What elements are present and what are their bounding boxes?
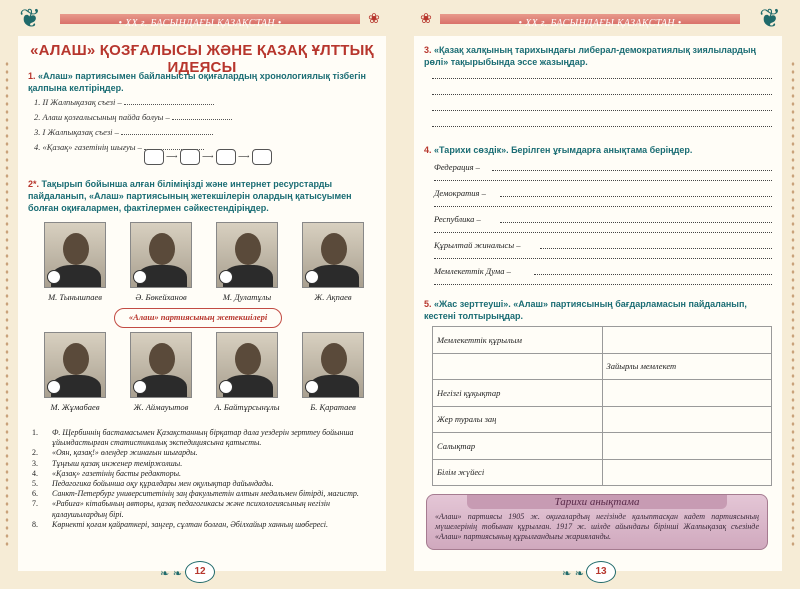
leader-name: М. Тынышпаев [48,292,102,302]
table-cell[interactable] [602,327,772,354]
answer-circle[interactable] [133,380,147,394]
fact-item: 8. Көрнекті қоғам қайраткері, заңгер, сұлтан болған, Әбілхайыр ханның шөбересі. [32,519,328,529]
event-4: 4. «Қазақ» газетінің шығуы – [34,142,204,152]
table-row-label: Білім жүйесі [433,459,603,486]
answer-line[interactable] [540,248,772,249]
fact-item: 4. «Қазақ» газетінің басты редакторы. [32,468,182,478]
answer-line[interactable] [432,94,772,95]
sequence-box[interactable] [180,149,200,165]
task-5: 5. «Жас зерттеуші». «Алаш» партиясының бағдарламасын пайдаланып, кестені толтырыңдар. [424,299,747,321]
answer-circle[interactable] [305,380,319,394]
answer-line[interactable] [434,206,772,207]
sequence-box[interactable] [216,149,236,165]
term-label: Құрылтай жиналысы – [434,240,521,250]
term-label: Демократия – [434,188,486,198]
leader-name: Б. Қаратаев [310,402,356,412]
right-header [400,8,800,28]
event-3: 3. І Жалпықазақ съезі – [34,127,213,137]
answer-line[interactable] [434,258,772,259]
task-2: 2*. Тақырып бойынша алған біліміңізді және интернет ресурстарды пайдаланып, «Алаш» партиясының жетекшілерін олардың қатысуымен болған оқиғалармен, фактілермен сәйкестендіріңдер. [28,179,352,213]
ornament-icon: ❦ [19,4,41,34]
historical-note [426,494,768,550]
fact-item: 5. Педагогика бойынша оқу құралдары мен оқулықтар дайындады. [32,479,274,489]
answer-line[interactable] [492,170,772,171]
answer-line[interactable] [434,284,772,285]
answer-circle[interactable] [219,270,233,284]
leader-name: Ж. Аймауытов [133,402,189,412]
portrait-photo [302,332,364,398]
answer-circle[interactable] [219,380,233,394]
leader-name: А. Байтұрсынұлы [214,402,280,412]
term-label: Федерация – [434,162,480,172]
answer-line[interactable] [432,126,772,127]
task-4: 4. «Тарихи сөздік». Берілген ұғымдарға анықтама беріңдер. [424,145,693,155]
table-cell[interactable] [602,406,772,433]
term-label: Мемлекеттік Дума – [434,266,511,276]
leader-name: Ж. Ақпаев [314,292,352,302]
answer-line[interactable] [432,78,772,79]
note-title: Тарихи анықтама [467,495,727,509]
sequence-box[interactable] [144,149,164,165]
left-content [18,36,386,571]
answer-line[interactable] [434,180,772,181]
portrait-photo [44,332,106,398]
ornament-icon: ❧ ❧ [562,567,584,580]
portrait-photo [44,222,106,288]
answer-line[interactable] [500,196,772,197]
table-row-label: Негізгі құқықтар [433,380,603,407]
answer-line[interactable] [534,274,772,275]
right-content [414,36,782,571]
leader-name: Ә. Бөкейханов [135,292,187,302]
event-1: 1. ІІ Жалпықазақ съезі – [34,97,214,107]
event-2: 2. Алаш қозғалысының пайда болуы – [34,112,232,122]
leaders-caption: «Алаш» партиясының жетекшілері [114,308,282,328]
table-row-label: Салықтар [433,433,603,460]
fact-item: 1. Ф. Щербиннің бастамасымен Қазақстанның бірқатар дала уездерін зерттеу бойынша ұйымдастырған статистикалық экспедициясына қатысты. [32,428,354,448]
right-border-ornament [790,60,796,549]
task-1: 1. «Алаш» партиясымен байланысты оқиғалардың хронологиялық тізбегін қалпына келтіріңдер. [28,71,366,93]
answer-circle[interactable] [47,380,61,394]
left-header [0,8,400,28]
answer-line[interactable] [500,222,772,223]
page-number: 12 [185,561,215,583]
table-cell[interactable]: Зайырлы мемлекет [602,353,772,380]
page-number: 13 [586,561,616,583]
task-3: 3. «Қазақ халқының тарихындағы либерал-демократиялық зиялылардың рөлі» тақырыбында эссе жазыңдар. [424,45,756,67]
ornament-icon: ❧ ❧ [160,567,182,580]
facts-list [32,428,372,530]
leader-name: М. Дулатұлы [222,292,272,302]
right-header-text: • XX ғ. БАСЫНДАҒЫ ҚАЗАҚСТАН • [518,18,682,29]
right-page [400,0,800,589]
table-row-label [433,353,603,380]
left-header-text: • XX ғ. БАСЫНДАҒЫ ҚАЗАҚСТАН • [118,18,282,29]
portrait-photo [130,332,192,398]
table-cell[interactable] [602,380,772,407]
fact-item: 2. «Оян, қазақ!» өлеңдер жинағын шығарды. [32,448,198,458]
answer-line[interactable] [434,232,772,233]
ornament-icon: ❀ [420,11,432,27]
note-text: «Алаш» партиясы 1905 ж. оқиғалардың негізінде қалыптасқан кадет партиясының мүшелерінің тобынан құрылған. 1917 ж. шілде айындағы бірінші Жалпықазақ съезінде «Алаш» партиясының құрылғандығы жарияланды. [435,512,759,541]
program-table [432,326,772,486]
sequence-box[interactable] [252,149,272,165]
answer-circle[interactable] [47,270,61,284]
ornament-icon: ❦ [759,4,781,34]
arrow-icon: ⟶ [166,152,178,161]
fact-item: 3. Тұңғыш қазақ инженер теміржолшы. [32,458,183,468]
table-cell[interactable] [602,459,772,486]
page-title: «АЛАШ» ҚОЗҒАЛЫСЫ ЖӘНЕ ҚАЗАҚ ҰЛТТЫҚ ИДЕЯСЫ [30,42,374,76]
fact-item: 6. Санкт-Петербург университетінің заң факультетін алтын медальмен бітірді, магистр. [32,489,359,499]
table-row-label: Жер туралы заң [433,406,603,433]
portrait-photo [130,222,192,288]
portrait-photo [302,222,364,288]
answer-line[interactable] [432,110,772,111]
portrait-photo [216,222,278,288]
ornament-icon: ❀ [368,11,380,27]
arrow-icon: ⟶ [202,152,214,161]
answer-circle[interactable] [133,270,147,284]
leader-name: М. Жұмабаев [50,402,100,412]
left-border-ornament [4,60,10,549]
answer-circle[interactable] [305,270,319,284]
term-label: Республика – [434,214,481,224]
table-cell[interactable] [602,433,772,460]
table-row-label: Мемлекеттік құрылым [433,327,603,354]
arrow-icon: ⟶ [238,152,250,161]
fact-item: 7. «Рабиға» кітабының авторы, қазақ педагогикасы және психологиясының негізін қалаушылардың бірі. [32,499,330,519]
portrait-photo [216,332,278,398]
